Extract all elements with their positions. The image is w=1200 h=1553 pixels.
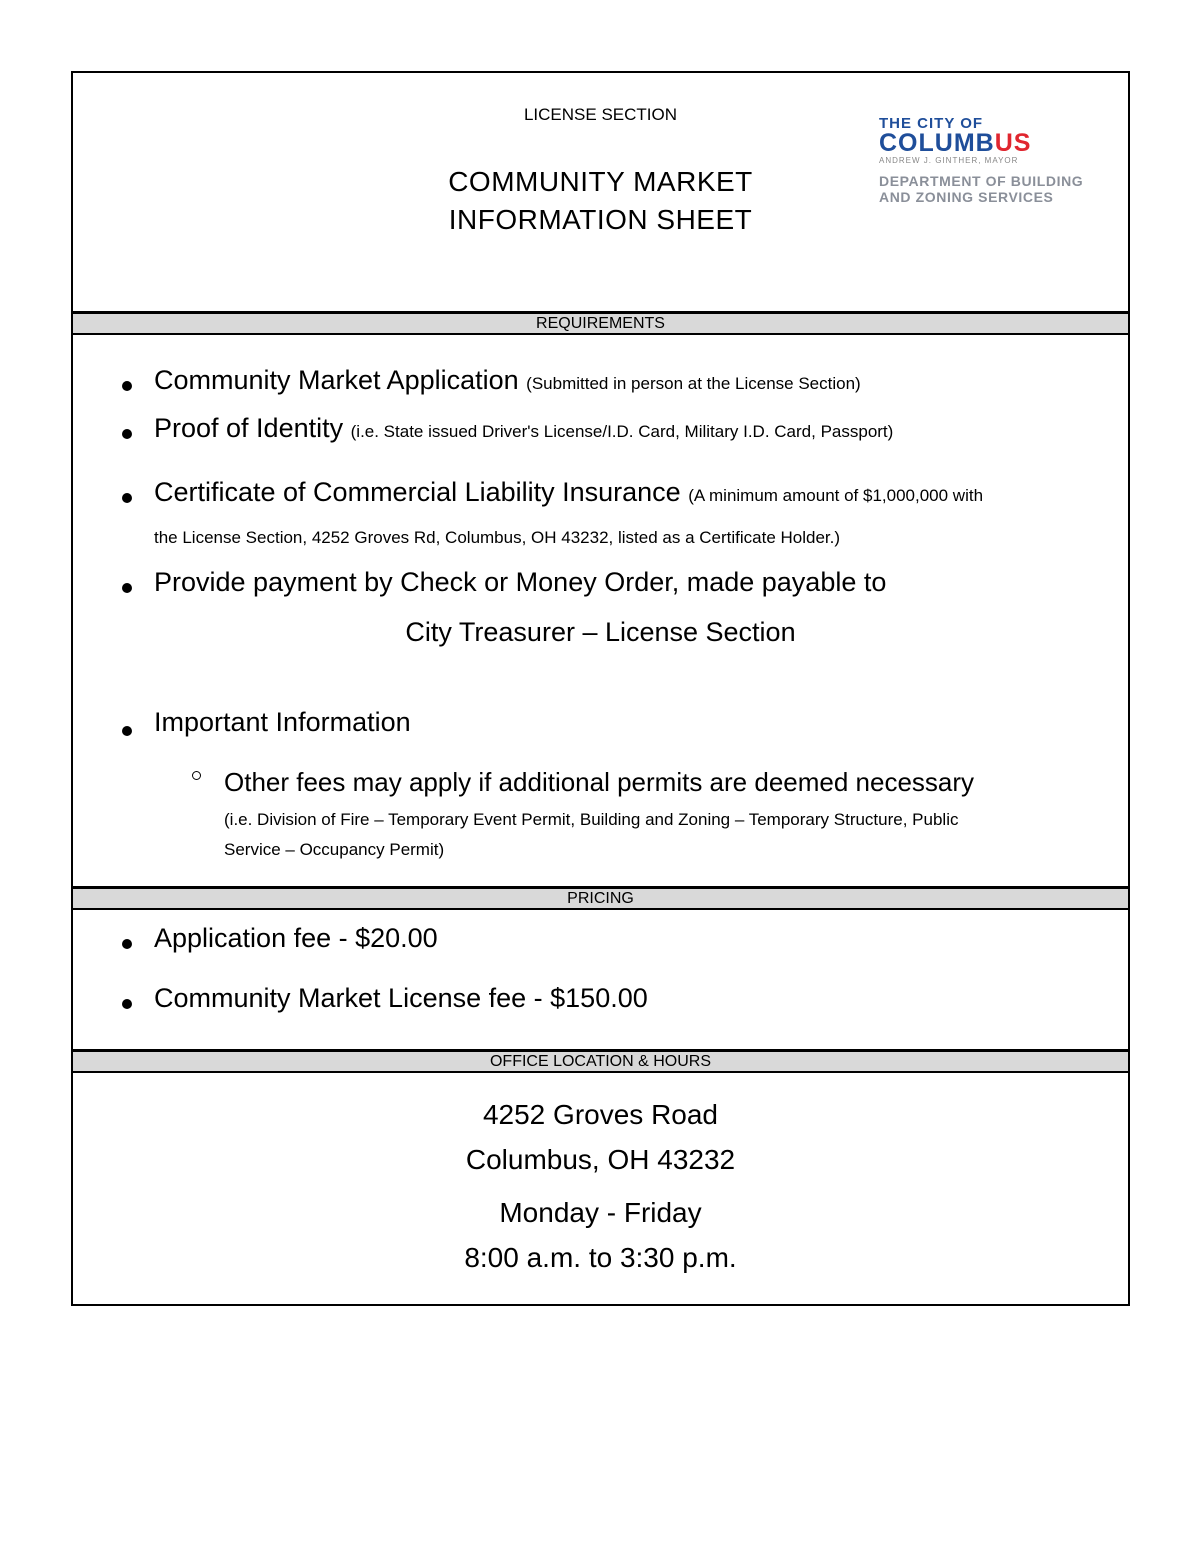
bullet-icon (122, 381, 132, 391)
title-line-2: INFORMATION SHEET (448, 204, 753, 235)
other-fees-text: Other fees may apply if additional permits are deemed necessary (224, 767, 975, 797)
req-item-3-continued: the License Section, 4252 Groves Rd, Columbus, OH 43232, listed as a Certificate Holder.) (154, 528, 841, 547)
office-hours: 8:00 a.m. to 3:30 p.m. (464, 1242, 737, 1273)
pricing-item-2: Community Market License fee - $150.00 (154, 983, 648, 1013)
payee: City Treasurer – License Section (405, 617, 796, 647)
logo-line-2: COLUMBUS (879, 129, 1032, 157)
city-logo (879, 115, 1119, 205)
bullet-icon (122, 583, 132, 593)
logo-line-1: THE CITY OF (879, 115, 984, 132)
other-fees-note-2: Service – Occupancy Permit) (224, 840, 445, 859)
bullet-icon (122, 726, 132, 736)
important-info-label: Important Information (154, 707, 411, 737)
logo-line-3: ANDREW J. GINTHER, MAYOR (879, 156, 1019, 165)
pricing-item-1: Application fee - $20.00 (154, 923, 438, 953)
logo-dept: DEPARTMENT OF BUILDING AND ZONING SERVICES (879, 173, 1084, 205)
office-days: Monday - Friday (499, 1197, 702, 1228)
bullet-icon (122, 999, 132, 1009)
bullet-icon (122, 493, 132, 503)
info-sheet (71, 71, 1130, 1306)
office-heading: OFFICE LOCATION & HOURS (73, 1049, 1128, 1073)
bullet-icon (122, 429, 132, 439)
req-item-1: Community Market Application (Submitted in person at the License Section) (154, 365, 861, 395)
other-fees-note-1: (i.e. Division of Fire – Temporary Event Permit, Building and Zoning – Temporary Structure, Public (224, 810, 959, 829)
req-item-2: Proof of Identity (i.e. State issued Driver's License/I.D. Card, Military I.D. Card, Passport) (154, 413, 894, 443)
hollow-bullet-icon (192, 771, 201, 780)
title-line-1: COMMUNITY MARKET (448, 166, 753, 197)
office-address-2: Columbus, OH 43232 (465, 1144, 736, 1175)
pricing-heading: PRICING (73, 886, 1128, 910)
section-label: LICENSE SECTION (523, 105, 678, 124)
bullet-icon (122, 939, 132, 949)
req-item-4: Provide payment by Check or Money Order, made payable to (154, 567, 887, 597)
requirements-heading: REQUIREMENTS (73, 311, 1128, 335)
office-address-1: 4252 Groves Road (482, 1099, 719, 1130)
req-item-3: Certificate of Commercial Liability Insurance (A minimum amount of $1,000,000 with (154, 477, 984, 507)
